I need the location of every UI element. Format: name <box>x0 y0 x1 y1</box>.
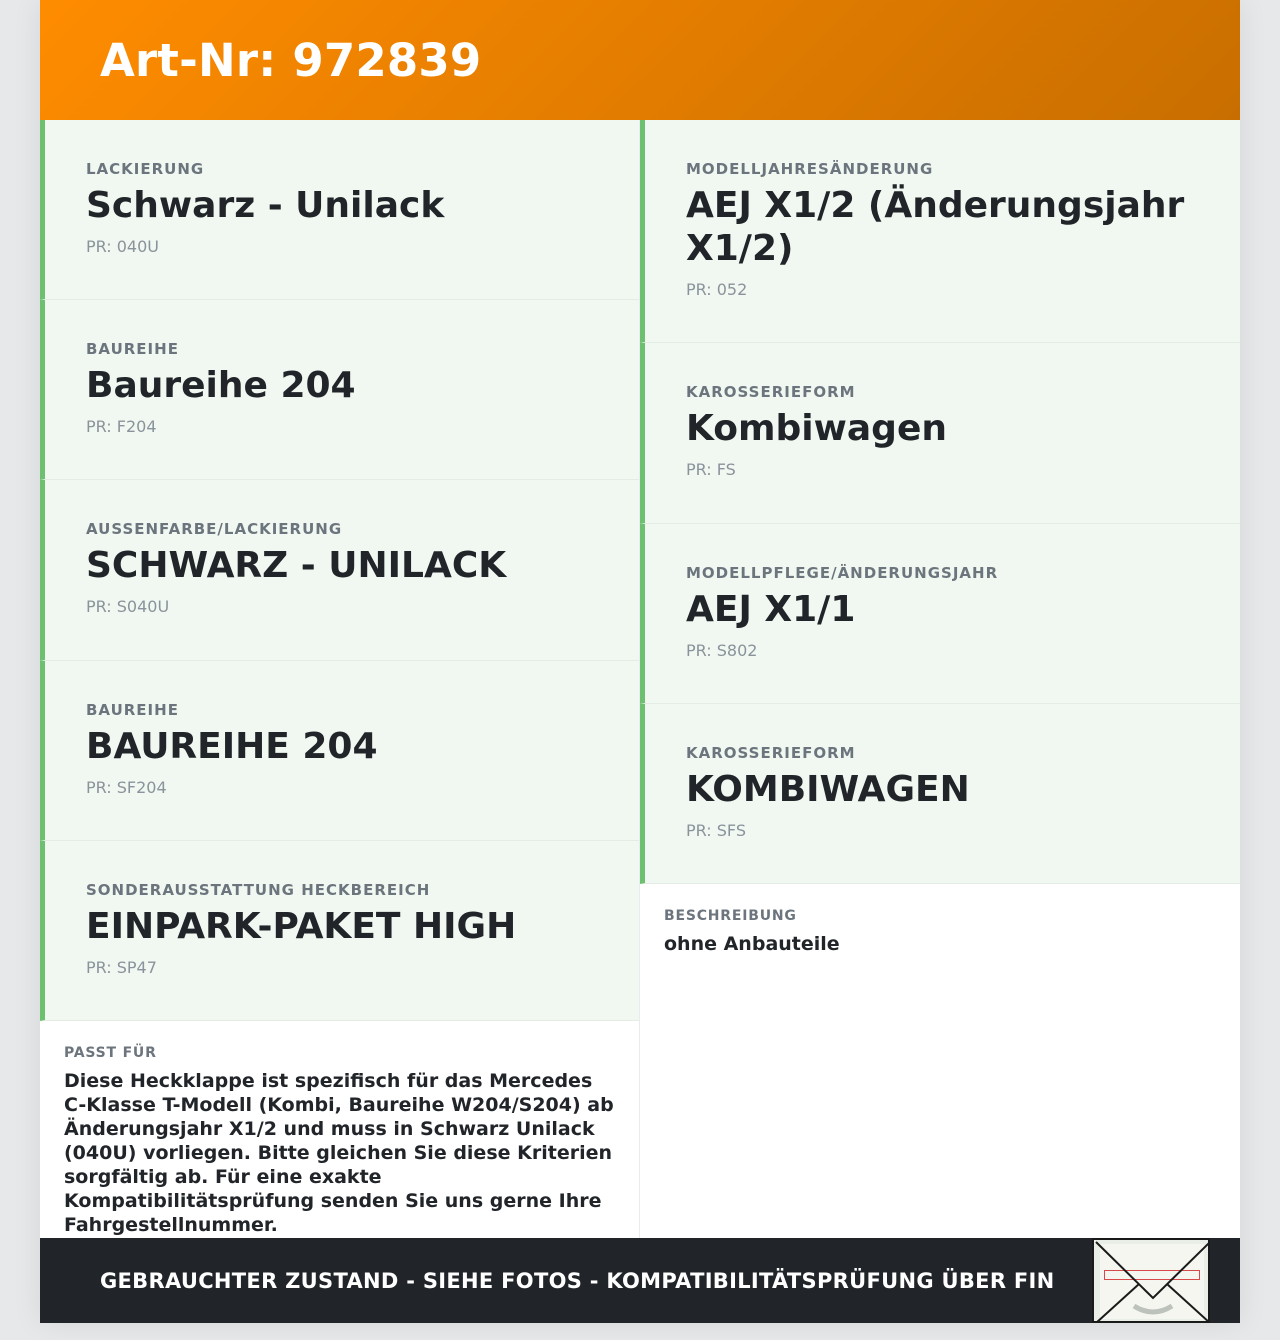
spec-pr-code: PR: FS <box>686 460 736 479</box>
envelope-lines <box>1094 1240 1210 1323</box>
product-sheet <box>40 0 1240 1323</box>
description-label: BESCHREIBUNG <box>664 908 797 924</box>
spec-label: BAUREIHE <box>86 340 179 358</box>
fits-label: PASST FÜR <box>64 1045 157 1061</box>
spec-card <box>40 480 639 661</box>
spec-pr-code: PR: SF204 <box>86 778 167 797</box>
fits-text: Diese Heckklappe ist spezifisch für das Mercedes C-Klasse T-Modell (Kombi, Baureihe W204/S204) ab Änderungsjahr X1/2 und muss in Schwarz Unilack (040U) vorliegen. Bitte gleichen Sie diese Kriterien sorgfältig ab. Für eine exakte Kompatibilitätsprüfung senden Sie uns gerne Ihre Fahrgestellnummer. <box>64 1070 614 1236</box>
spec-card <box>640 343 1240 524</box>
spec-card <box>40 120 639 300</box>
spec-value: Kombiwagen <box>686 408 947 449</box>
spec-label: KAROSSERIEFORM <box>686 383 856 401</box>
spec-value: SCHWARZ - UNILACK <box>86 545 507 586</box>
spec-pr-code: PR: S040U <box>86 597 170 616</box>
spec-value: AEJ X1/1 <box>686 589 856 630</box>
spec-label: BAUREIHE <box>86 701 179 719</box>
spec-card <box>640 704 1240 884</box>
spec-label: MODELLPFLEGE/ÄNDERUNGSJAHR <box>686 564 999 582</box>
spec-label: MODELLJAHRESÄNDERUNG <box>686 160 934 178</box>
spec-value: AEJ X1/2 (Änderungsjahr X1/2) <box>686 185 1185 269</box>
spec-pr-code: PR: S802 <box>686 641 758 660</box>
spec-value: KOMBIWAGEN <box>686 769 970 810</box>
spec-card <box>640 120 1240 343</box>
spec-card <box>40 300 639 480</box>
spec-label: KAROSSERIEFORM <box>686 744 856 762</box>
fits-section <box>40 1021 639 1237</box>
spec-value: BAUREIHE 204 <box>86 726 378 767</box>
spec-label: SONDERAUSSTATTUNG HECKBEREICH <box>86 881 431 899</box>
spec-card <box>40 841 639 1021</box>
description-section <box>640 884 1240 956</box>
spec-pr-code: PR: 040U <box>86 237 159 256</box>
page-title: Art-Nr: 972839 <box>100 33 482 87</box>
spec-card <box>640 524 1240 704</box>
spec-pr-code: PR: F204 <box>86 417 157 436</box>
footer-bar <box>40 1238 1240 1323</box>
envelope-document-icon[interactable] <box>1092 1238 1210 1323</box>
spec-value: Baureihe 204 <box>86 365 356 406</box>
left-column <box>40 120 640 1238</box>
content-columns <box>40 120 1240 1238</box>
spec-pr-code: PR: 052 <box>686 280 748 299</box>
spec-label: AUSSENFARBE/LACKIERUNG <box>86 520 343 538</box>
spec-value: Schwarz - Unilack <box>86 185 445 226</box>
description-text: ohne Anbauteile <box>664 933 840 955</box>
spec-value: EINPARK-PAKET HIGH <box>86 906 517 947</box>
spec-pr-code: PR: SP47 <box>86 958 157 977</box>
spec-label: LACKIERUNG <box>86 160 205 178</box>
spec-card <box>40 661 639 841</box>
footer-text: GEBRAUCHTER ZUSTAND - SIEHE FOTOS - KOMPATIBILITÄTSPRÜFUNG ÜBER FIN <box>100 1268 1055 1293</box>
spec-pr-code: PR: SFS <box>686 821 746 840</box>
right-column <box>640 120 1240 1238</box>
header-bar <box>40 0 1240 120</box>
